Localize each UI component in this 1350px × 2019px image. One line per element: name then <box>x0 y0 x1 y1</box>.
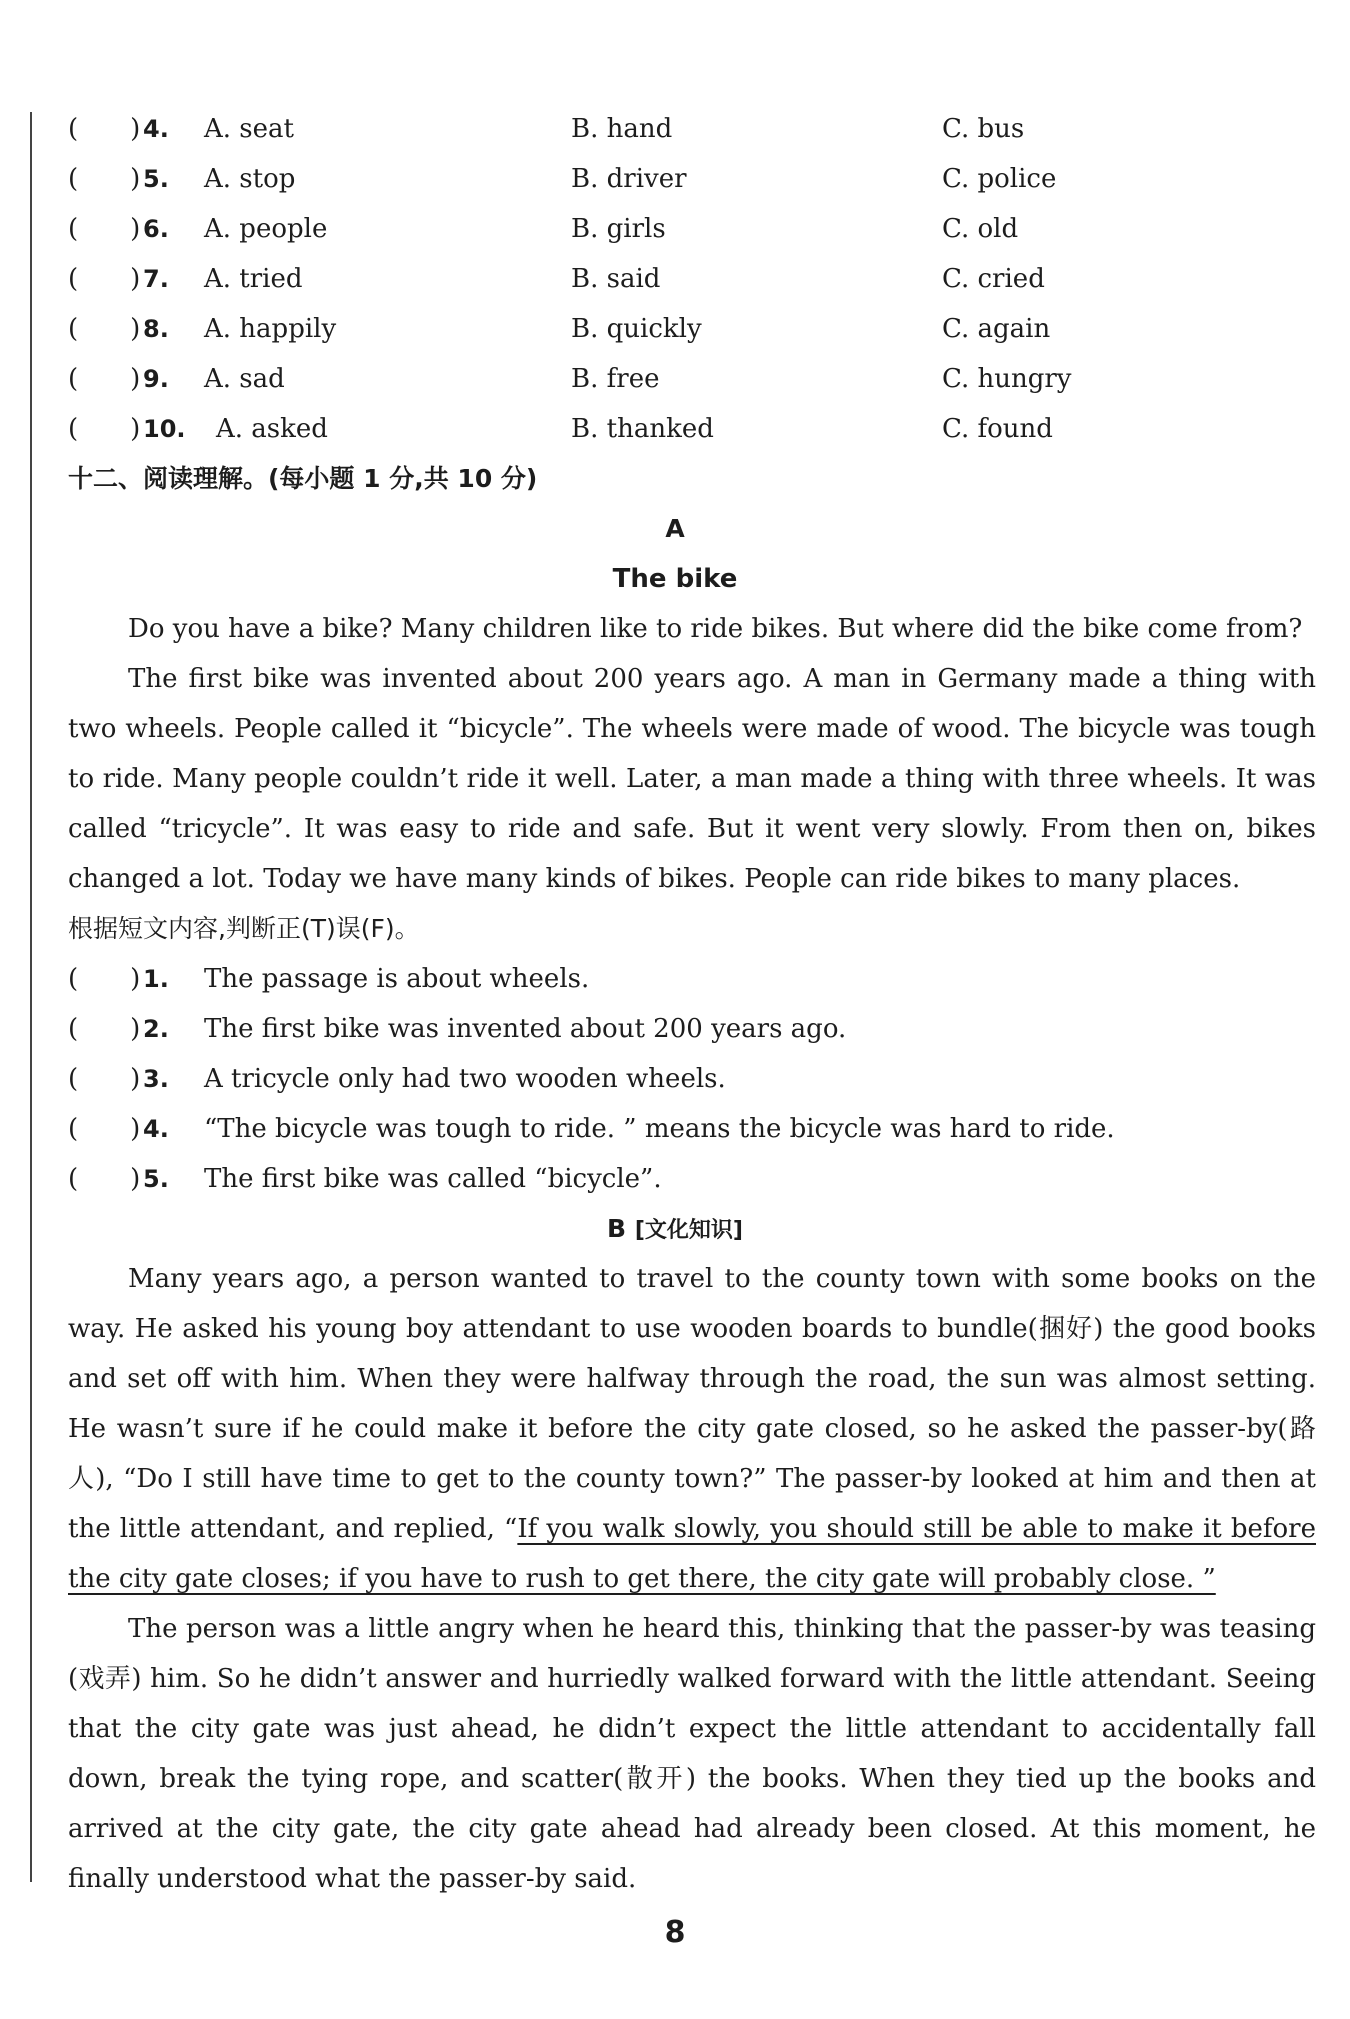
question-text: The first bike was invented about 200 years ago. <box>204 1014 847 1044</box>
option-a: A. stop <box>204 164 296 194</box>
answer-paren[interactable]: ( ) <box>68 414 141 444</box>
passage-a-body <box>68 604 1316 904</box>
answer-paren[interactable]: ( ) <box>68 114 141 144</box>
option-b: B. thanked <box>571 414 714 444</box>
answer-paren[interactable]: ( ) <box>68 1064 141 1094</box>
question-number: 5. <box>143 1165 169 1193</box>
question-number: 6. <box>143 215 169 243</box>
page-number: 8 <box>664 1915 686 1950</box>
question-number: 10. <box>143 415 186 443</box>
passage-a-paragraph-1: Do you have a bike? Many children like to ride bikes. But where did the bike come from? <box>128 614 1303 644</box>
passage-a-title: The bike <box>612 564 738 594</box>
option-c: C. again <box>942 314 1051 344</box>
answer-paren[interactable]: ( ) <box>68 214 141 244</box>
option-b: B. free <box>571 364 660 394</box>
underlined-quote: If you walk slowly, you should still be able to make it before the city gate closes; if you have to rush to get there, the city gate will probably close. ” <box>68 1514 1316 1594</box>
passage-b-paragraph-1 <box>68 1254 1316 1604</box>
section-12-heading: 十二、阅读理解。(每小题 1 分,共 10 分) <box>68 464 538 493</box>
option-c: C. cried <box>942 264 1045 294</box>
option-c: C. hungry <box>942 364 1072 394</box>
option-c: C. found <box>942 414 1053 444</box>
option-c: C. police <box>942 164 1057 194</box>
option-b: B. quickly <box>571 314 702 344</box>
answer-paren[interactable]: ( ) <box>68 264 141 294</box>
question-number: 5. <box>143 165 169 193</box>
question-number: 3. <box>143 1065 169 1093</box>
question-number: 7. <box>143 265 169 293</box>
option-c: C. old <box>942 214 1019 244</box>
tf-instruction: 根据短文内容,判断正(T)误(F)。 <box>68 914 420 943</box>
left-margin-rule <box>30 112 32 1882</box>
option-a: A. tried <box>204 264 303 294</box>
answer-paren[interactable]: ( ) <box>68 164 141 194</box>
option-a: A. asked <box>216 414 328 444</box>
question-number: 8. <box>143 315 169 343</box>
option-a: A. seat <box>204 114 294 144</box>
question-number: 2. <box>143 1015 169 1043</box>
passage-b-heading <box>0 1204 1350 1256</box>
option-c: C. bus <box>942 114 1025 144</box>
answer-paren[interactable]: ( ) <box>68 1114 141 1144</box>
option-b: B. hand <box>571 114 673 144</box>
answer-paren[interactable]: ( ) <box>68 1164 141 1194</box>
culture-knowledge-tag: [文化知识] <box>634 1218 743 1243</box>
option-b: B. driver <box>571 164 687 194</box>
question-number: 4. <box>143 115 169 143</box>
question-text: A tricycle only had two wooden wheels. <box>204 1064 726 1094</box>
passage-a-label: A <box>665 514 685 543</box>
question-number: 4. <box>143 1115 169 1143</box>
option-b: B. girls <box>571 214 666 244</box>
answer-paren[interactable]: ( ) <box>68 1014 141 1044</box>
question-text: The passage is about wheels. <box>204 964 590 994</box>
passage-b-body <box>68 1254 1316 1904</box>
answer-paren[interactable]: ( ) <box>68 314 141 344</box>
answer-paren[interactable]: ( ) <box>68 364 141 394</box>
question-number: 9. <box>143 365 169 393</box>
question-text: “The bicycle was tough to ride. ” means the bicycle was hard to ride. <box>204 1114 1115 1144</box>
passage-b-paragraph-1-text: Many years ago, a person wanted to travel to the county town with some books on the way. He asked his young boy attendant to use wooden boards to bundle(捆好) the good books and set off with him. When they were halfway through the road, the sun was almost setting. He wasn’t sure if he could make it before the city gate closed, so he asked the passer-by(路人), “Do I still have time to get to the county town?” The passer-by looked at him and then at the little attendant, and replied, “ <box>68 1264 1316 1544</box>
answer-paren[interactable]: ( ) <box>68 964 141 994</box>
passage-b-paragraph-2: The person was a little angry when he heard this, thinking that the passer-by was teasing (戏弄) him. So he didn’t answer and hurriedly walked forward with the little attendant. Seeing that the city gate was just ahead, he didn’t expect the little attendant to accidentally fall down, break the tying rope, and scatter(散开) the books. When they tied up the books and arrived at the city gate, the city gate ahead had already been closed. At this moment, he finally understood what the passer-by said. <box>68 1614 1316 1894</box>
option-b: B. said <box>571 264 661 294</box>
option-a: A. sad <box>204 364 285 394</box>
question-number: 1. <box>143 965 169 993</box>
question-text: The first bike was called “bicycle”. <box>204 1164 662 1194</box>
option-a: A. people <box>204 214 328 244</box>
option-a: A. happily <box>204 314 337 344</box>
passage-a-paragraph-2: The first bike was invented about 200 years ago. A man in Germany made a thing with two wheels. People called it “bicycle”. The wheels were made of wood. The bicycle was tough to ride. Many people couldn’t ride it well. Later, a man made a thing with three wheels. It was called “tricycle”. It was easy to ride and safe. But it went very slowly. From then on, bikes changed a lot. Today we have many kinds of bikes. People can ride bikes to many places. <box>68 664 1316 894</box>
passage-b-label: B <box>607 1214 627 1243</box>
